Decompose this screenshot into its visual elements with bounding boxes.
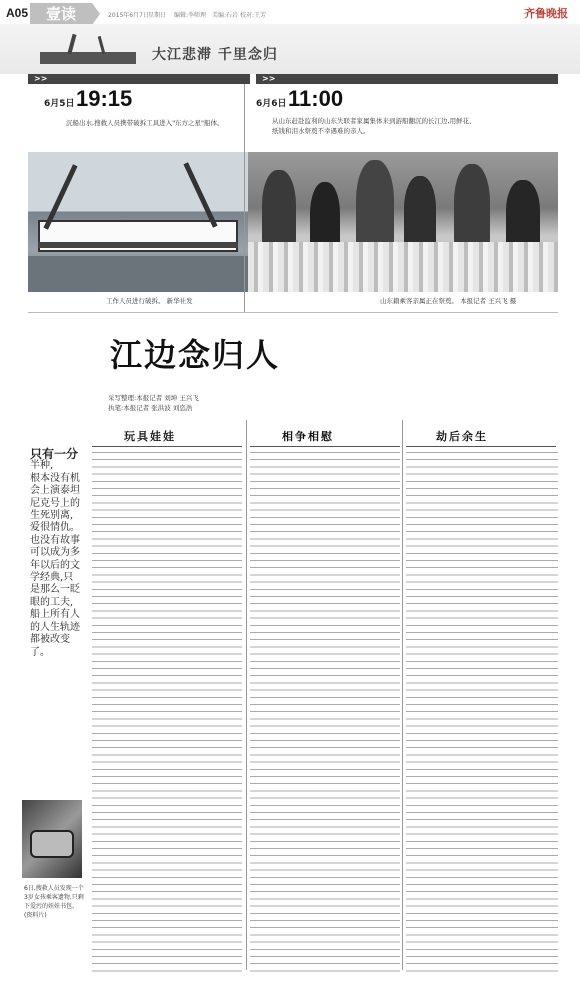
left-photo-caption: 工作人员进行破拆。 新华社发: [106, 297, 193, 305]
left-date: 6月5日: [44, 99, 75, 109]
intro-line: 只有一分: [30, 447, 79, 461]
banner-title: 大江悲滞 千里念归: [152, 47, 278, 63]
col1-body: [92, 452, 242, 972]
section-tab-arrow-icon: [92, 3, 100, 25]
col3-title: 劫后余生: [436, 430, 488, 443]
right-photo-caption: 山东籍乘客亲属正在祭奠。 本报记者 王兴飞 摄: [380, 297, 517, 305]
intro-line: 都被改变: [30, 634, 70, 646]
col2-title-rule: [250, 446, 400, 447]
intro-line: 爱很情仇。: [30, 522, 80, 534]
right-strip: >>: [256, 74, 558, 84]
intro-line: 眼的工夫,: [30, 596, 74, 608]
ship-icon: [40, 34, 136, 64]
col1-title-rule: [92, 446, 242, 447]
intro-line: 半种,: [30, 460, 54, 472]
intro-line: 学经典,只: [30, 572, 74, 584]
main-headline: 江边念归人: [110, 336, 281, 374]
intro-line: 可以成为多: [30, 547, 80, 559]
section-tab[interactable]: 壹读: [30, 3, 92, 25]
intro-line: 的人生轨迹: [30, 621, 80, 633]
toy-car-photo: [22, 800, 82, 878]
col3-title-rule: [406, 446, 556, 447]
left-caption: 沉船出水,搜救人员携带破拆工具进入"东方之星"船体。: [66, 119, 224, 127]
body-divider-2: [402, 420, 403, 970]
intro-line: 年以后的文: [30, 559, 80, 571]
intro-text: [30, 448, 86, 659]
col2-body: [250, 452, 400, 972]
capsized-ship-photo: [28, 152, 250, 292]
byline-editors: 执笔:本报记者 张洪波 刘恣浩: [108, 404, 193, 412]
inset-caption: 6日,搜救人员发现一个3岁女孩乘客遗物,只剩下爱污的娃娃书包。(资料片): [24, 885, 84, 919]
right-date: 6月6日: [256, 99, 287, 109]
page-number: A05: [6, 6, 29, 20]
col3-body: [406, 452, 558, 972]
intro-line: 尼克号上的: [30, 497, 80, 509]
col1-title: 玩具娃娃: [124, 430, 176, 443]
col2-title: 相争相慰: [282, 430, 334, 443]
intro-line: 船上所有人: [30, 609, 80, 621]
issue-weekday: 星期日: [148, 12, 167, 19]
section-rule: [28, 312, 558, 313]
left-time: 19:15: [76, 86, 133, 111]
issue-date: 2015年6月7日: [108, 12, 149, 19]
intro-line: 是那么一眨: [30, 584, 80, 596]
editor-credit: 编辑:李师理: [174, 12, 207, 19]
body-divider-1: [246, 420, 247, 970]
newspaper-logo: 齐鲁晚报: [524, 7, 568, 20]
designer-credit: 美编:石岩: [212, 12, 239, 19]
intro-line: 会上演泰坦: [30, 485, 80, 497]
column-divider: [244, 84, 245, 312]
mourners-photo: [248, 152, 558, 292]
intro-line: 也没有故事: [30, 534, 80, 546]
byline-writers: 采写整理:本报记者 刘坤 王兴飞: [108, 394, 199, 402]
intro-line: 根本没有机: [30, 472, 80, 484]
intro-line: 生死别离,: [30, 510, 74, 522]
right-caption: 从山东赶赴监利的山东失联者家属集体来到游船翻沉的长江边,用鲜花、纸钱和泪水祭奠不幸遇难的亲人。: [272, 117, 476, 135]
left-strip: >>: [28, 74, 250, 84]
proofreader-credit: 校对:王芳: [240, 12, 267, 19]
right-time: 11:00: [288, 86, 344, 111]
intro-line: 了。: [30, 646, 50, 658]
